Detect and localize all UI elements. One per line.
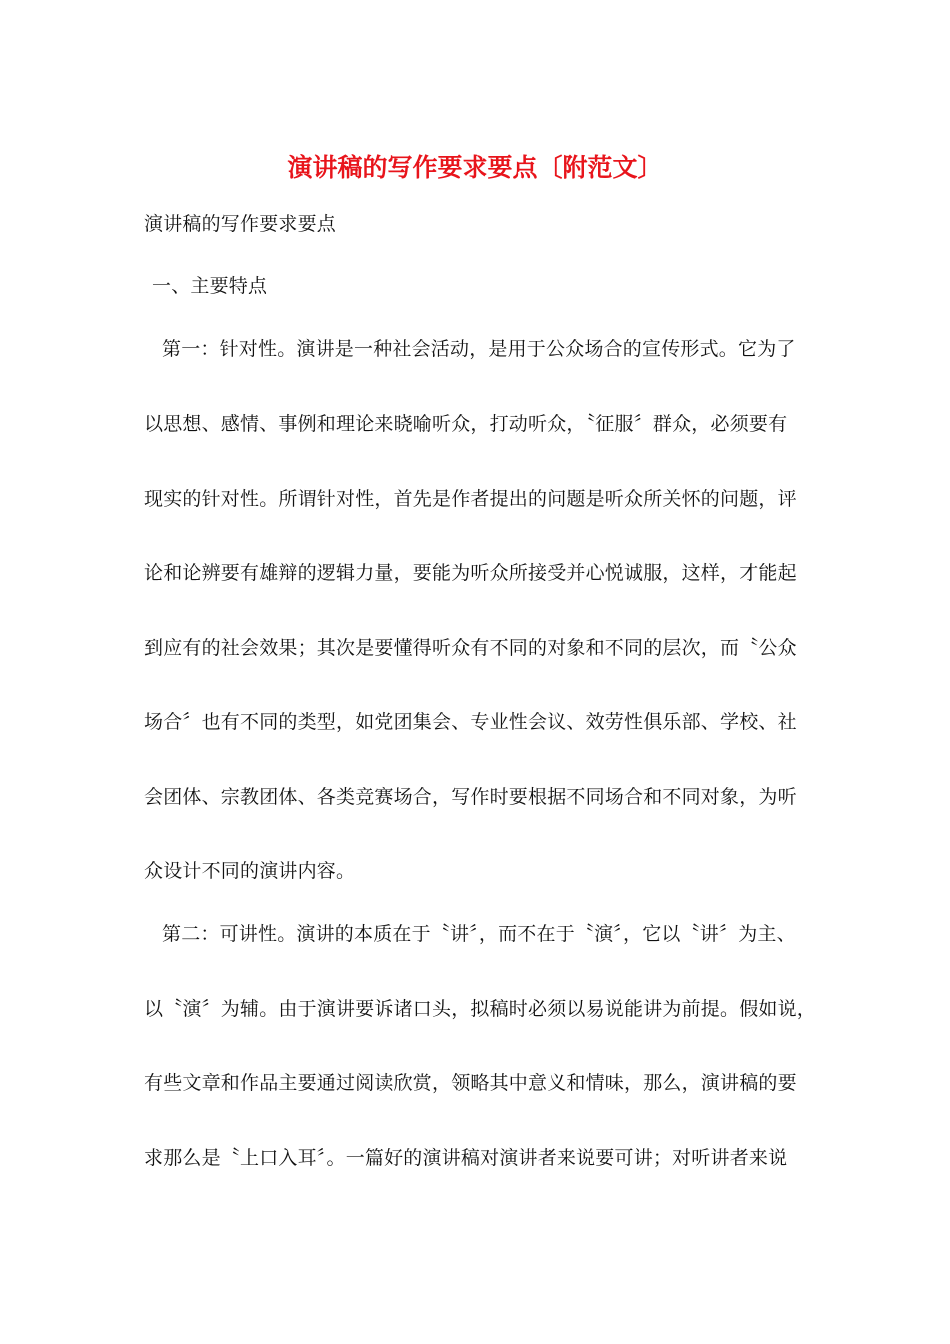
paragraph-line: 求那么是〝上口入耳〞。一篇好的演讲稿对演讲者来说要可讲；对听讲者来说 — [144, 1147, 788, 1169]
document-subtitle: 演讲稿的写作要求要点 — [144, 213, 337, 235]
paragraph-line: 到应有的社会效果；其次是要懂得听众有不同的对象和不同的层次，而〝公众 — [144, 637, 797, 659]
paragraph-line: 以思想、感情、事例和理论来晓喻听众，打动听众，〝征服〞群众，必须要有 — [144, 413, 788, 435]
document-title: 演讲稿的写作要求要点〔附范文〕 — [287, 153, 663, 182]
paragraph-line: 论和论辨要有雄辩的逻辑力量，要能为听众所接受并心悦诚服，这样，才能起 — [144, 562, 797, 584]
paragraph-line: 现实的针对性。所谓针对性，首先是作者提出的问题是听众所关怀的问题，评 — [144, 488, 797, 510]
section-heading: 一、主要特点 — [152, 275, 268, 297]
paragraph-line: 第一：针对性。演讲是一种社会活动，是用于公众场合的宣传形式。它为了 — [162, 338, 796, 360]
paragraph-line: 第二：可讲性。演讲的本质在于〝讲〞，而不在于〝演〞，它以〝讲〞为主、 — [162, 923, 796, 945]
paragraph-line: 会团体、宗教团体、各类竞赛场合，写作时要根据不同场合和不同对象，为听 — [144, 786, 797, 808]
paragraph-line: 有些文章和作品主要通过阅读欣赏，领略其中意义和情味，那么，演讲稿的要 — [144, 1072, 797, 1094]
paragraph-line: 以〝演〞为辅。由于演讲要诉诸口头，拟稿时必须以易说能讲为前提。假如说， — [144, 998, 817, 1020]
paragraph-line: 场合〞也有不同的类型，如党团集会、专业性会议、效劳性俱乐部、学校、社 — [144, 711, 797, 733]
paragraph-line: 众设计不同的演讲内容。 — [144, 860, 356, 882]
